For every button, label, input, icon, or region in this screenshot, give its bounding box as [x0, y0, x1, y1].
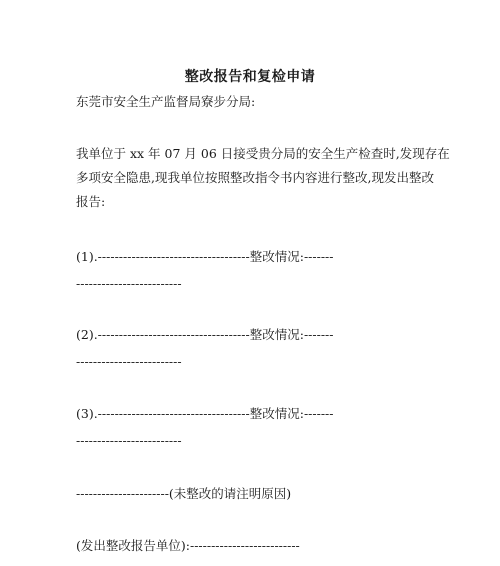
body-line-1: 我单位于 xx 年 07 月 06 日接受贵分局的安全生产检查时,发现存在	[76, 146, 450, 161]
item-1-line-1: (1).------------------------------------整改情况:-------	[76, 249, 334, 264]
item-2-line-2: -------------------------	[76, 354, 182, 369]
item-1-line-2: -------------------------	[76, 276, 182, 291]
item-3-line-2: -------------------------	[76, 433, 182, 448]
issuing-unit-line: (发出整改报告单位):--------------------------	[76, 538, 300, 553]
body-line-3: 报告:	[76, 194, 106, 209]
body-line-2: 多项安全隐患,现我单位按照整改指令书内容进行整改,现发出整改	[76, 170, 434, 185]
recipient-line: 东莞市安全生产监督局寮步分局:	[76, 94, 256, 109]
item-2-line-1: (2).------------------------------------整改情况:-------	[76, 327, 334, 342]
item-3-line-1: (3).------------------------------------整改情况:-------	[76, 406, 334, 421]
unrectified-note: ----------------------(未整改的请注明原因)	[76, 486, 292, 501]
document-title: 整改报告和复检申请	[184, 69, 316, 85]
